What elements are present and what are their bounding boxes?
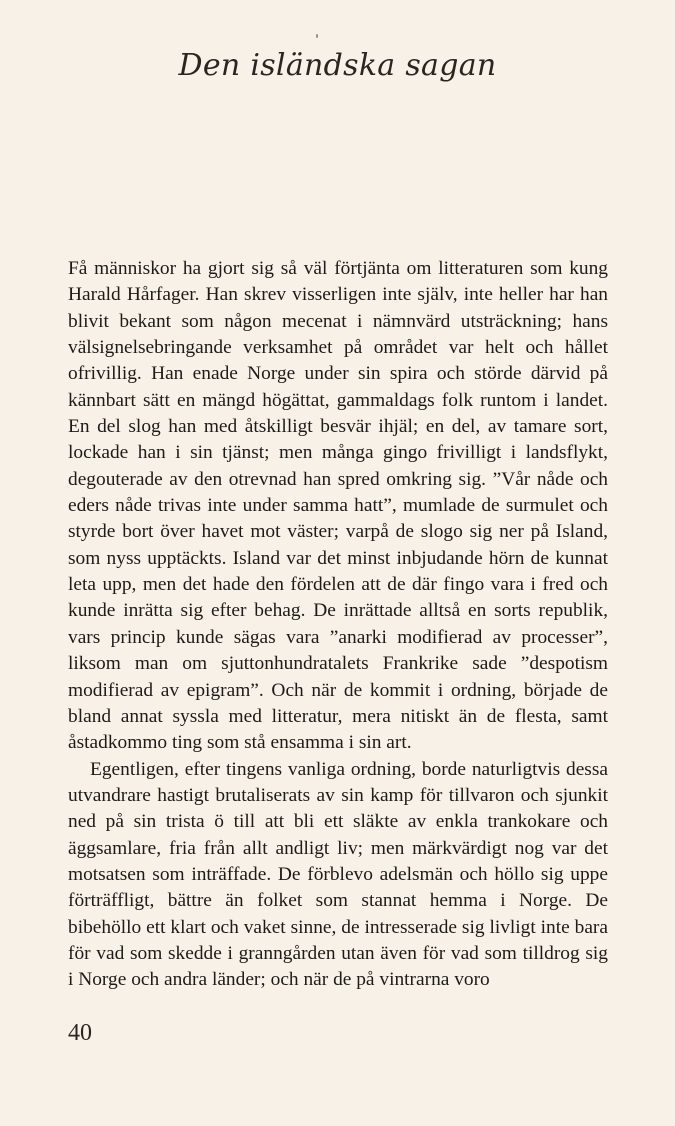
running-head-title: Den isländska sagan xyxy=(178,48,497,83)
paragraph-2: Egentligen, efter tingens vanliga ordning, borde naturligtvis dessa utvandrare hastigt brutaliserats av sin kamp för tillvaron och sjunkit ned på sin trista ö till att bli ett släkte av enkla trankokare och äggsamlare, fria från allt andligt liv; men märkvärdigt nog var det motsatsen som inträffade. De förblevo adelsmän och höllo sig uppe förträffligt, bättre än folket som stannat hemma i Norge. De bibehöllo ett klart och vaket sinne, de intresserade sig livligt inte bara för vad som skedde i granngården utan även för vad som tilldrog sig i Norge och andra länder; och när de på vintrarna voro xyxy=(68,758,608,991)
body-text xyxy=(68,256,608,994)
page-number: 40 xyxy=(68,1020,92,1046)
paragraph-1: Få människor ha gjort sig så väl förtjänta om litteraturen som kung Harald Hårfager. Han skrev visserligen inte själv, inte heller har han blivit bekant som någon mecenat i nämnvärd utsträckning; hans välsignelsebringande verksamhet på området var helt och hållet ofrivillig. Han enade Norge under sin spira och störde därvid på kännbart sätt en mängd högättat, gammaldags folk runtom i landet. En del slog han med åtskilligt besvär ihjäl; en del, av tamare sort, lockade han i sin tjänst; men många gingo frivilligt i landsflykt, degouterade av den otrevnad han spred omkring sig. ”Vår nåde och eders nåde trivas inte under samma hatt”, mumlade de surmulet och styrde bort över havet mot väster; varpå de slogo sig ner på Island, som nyss upptäckts. Island var det minst inbjudande hörn de kunnat leta upp, men det hade den fördelen att de där fingo vara i fred och kunde inrätta sig efter behag. De inrättade alltså en sorts republik, vars princip kunde sägas vara ”anarki modifierad av processer”, liksom man om sjuttonhundratalets Frankrike sade ”despotism modifierad av epigram”. Och när de kommit i ordning, började de bland annat syssla med litteratur, mera nitiskt än de flesta, samt åstadkommo ting som stå ensamma i sin art. xyxy=(68,258,608,754)
print-speck xyxy=(316,34,318,38)
